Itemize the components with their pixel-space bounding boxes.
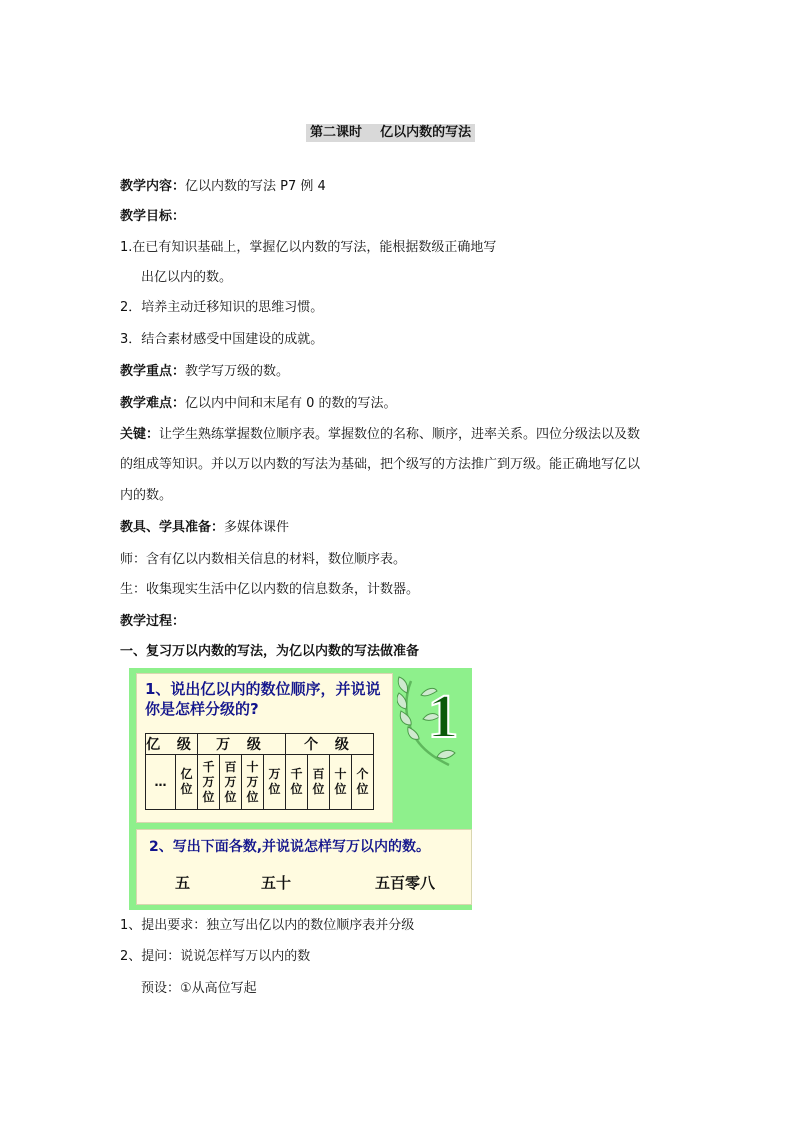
level-wan: 万 级 [198, 734, 286, 755]
goal-1-line-2: 出亿以内的数。 [141, 270, 233, 285]
lesson-title: 第二课时 亿以内数的写法 [306, 124, 475, 142]
place-column: 十 万 位 [242, 755, 264, 810]
teacher-prep: 师：含有亿以内数相关信息的材料，数位顺序表。 [120, 552, 407, 567]
crux-line-1 [120, 426, 640, 444]
number-one-leaf-badge-icon [397, 673, 469, 773]
prep-text: 多媒体课件 [224, 520, 290, 535]
section-1-heading: 一、复习万以内数的写法，为亿以内数的写法做准备 [120, 644, 420, 659]
content-label: 教学内容： [120, 179, 186, 194]
place-column: … [146, 755, 176, 810]
number-word: 五 [175, 874, 191, 892]
place-column: 百 位 [308, 755, 330, 810]
place-column: 千 万 位 [198, 755, 220, 810]
preset: 预设：①从高位写起 [141, 981, 257, 996]
place-column: 百 万 位 [220, 755, 242, 810]
place-column: 十 位 [330, 755, 352, 810]
level-ge: 个 级 [286, 734, 374, 755]
level-yi: 亿 级 [146, 734, 198, 755]
slide-question-2-panel [136, 829, 472, 905]
difficulty-text: 亿以内中间和末尾有 0 的数的写法。 [185, 396, 397, 411]
badge-number: 1 [427, 683, 459, 751]
place-column: 亿 位 [176, 755, 198, 810]
preparation [120, 519, 289, 537]
difficulty-point [120, 395, 397, 413]
process-label: 教学过程： [120, 614, 186, 629]
key-text: 教学写万级的数。 [185, 364, 290, 379]
goal-2: 2．培养主动迁移知识的思维习惯。 [120, 300, 324, 315]
teaching-content [120, 178, 326, 196]
place-column: 个 位 [352, 755, 374, 810]
goals-label: 教学目标： [120, 209, 186, 224]
place-column: 万 位 [264, 755, 286, 810]
prep-label: 教具、学具准备： [120, 520, 225, 535]
slide-question-1: 1、说出亿以内的数位顺序，并说说你是怎样分级的? [145, 680, 381, 718]
place-column: 千 位 [286, 755, 308, 810]
key-point [120, 363, 289, 381]
courseware-slide-image [129, 668, 472, 910]
crux-line-3: 内的数。 [120, 488, 173, 503]
number-word: 五十 [261, 874, 292, 892]
slide-question-1-panel [136, 673, 393, 823]
place-value-table [145, 733, 374, 810]
number-word: 五百零八 [375, 874, 436, 892]
content-text: 亿以内数的写法 P7 例 4 [185, 179, 326, 194]
slide-question-2: 2、写出下面各数,并说说怎样写万以内的数。 [149, 839, 431, 855]
crux-text-1: 让学生熟练掌握数位顺序表。掌握数位的名称、顺序，进率关系。四位分级法以及数 [159, 427, 641, 442]
step-1: 1、提出要求：独立写出亿以内的数位顺序表并分级 [120, 918, 415, 933]
difficulty-label: 教学难点： [120, 396, 186, 411]
crux-label: 关键： [120, 427, 160, 442]
goal-3: 3．结合素材感受中国建设的成就。 [120, 332, 324, 347]
student-prep: 生：收集现实生活中亿以内数的信息数条，计数器。 [120, 582, 420, 597]
goal-1-line-1: 1.在已有知识基础上，掌握亿以内数的写法，能根据数级正确地写 [120, 240, 497, 255]
crux-line-2: 的组成等知识。并以万以内数的写法为基础，把个级写的方法推广到万级。能正确地写亿以 [120, 457, 641, 472]
key-label: 教学重点： [120, 364, 186, 379]
step-2: 2、提问：说说怎样写万以内的数 [120, 949, 311, 964]
